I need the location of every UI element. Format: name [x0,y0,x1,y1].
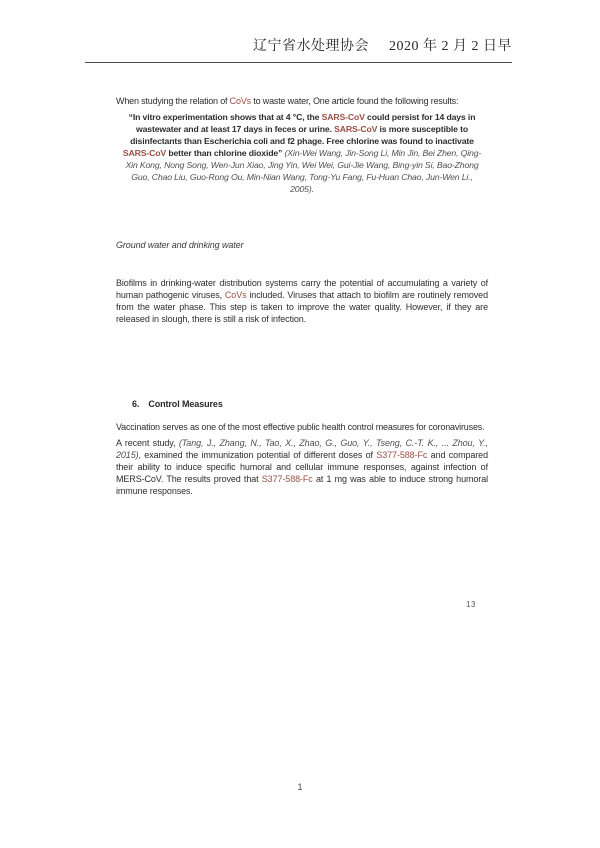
text-segment: better than chlorine dioxide” [166,148,285,158]
text-segment: is more susceptible to disinfectants than Escherichia coli and f2 phage. Free chlorine was found to inactivate [130,124,474,146]
text-segment-s377: S377-588-Fc [376,450,428,460]
text-segment: could persist for 14 days in wastewater and at least 17 days in feces or urine. [136,112,476,134]
text-segment: at 1 mg was able to induce strong humoral immune responses. [116,474,488,496]
biofilms-paragraph [116,277,488,325]
heading-number: 6. [132,399,140,409]
footer-page-number: 1 [297,782,303,792]
intro-paragraph [116,95,488,107]
header-org-text: 辽宁省水处理协会 [253,39,369,54]
quote-paragraph [116,111,488,195]
page-header [85,35,512,55]
inner-page-number: 13 [466,600,476,609]
text-segment: and compared their ability to induce specific humoral and cellular immune responses, against infection of MERS-CoV. The results proved that [116,450,488,484]
text-segment-covs: CoVs [229,96,251,106]
text-segment: included. Viruses that attach to biofilm are routinely removed from the water phase. This step is taken to improve the water quality. However, if they are released in slough, there is still a risk of infection. [116,290,488,324]
text-segment-sarscov: SARS-CoV [334,124,378,134]
text-segment-sarscov: SARS-CoV [122,148,167,158]
text-segment-covs: CoVs [224,290,247,300]
text-segment: When studying the relation of [116,96,230,106]
study-paragraph [116,437,488,497]
text-segment: Biofilms in drinking-water distribution systems carry the potential of accumulating a variety of human pathogenic viruses, [116,278,488,300]
citation-text: (Tang, J., Zhang, N., Tao, X., Zhao, G., Guo, Y., Tseng, C.-T. K., ... Zhou, Y., 2015), [116,438,489,460]
citation-text: (Xin-Wei Wang, Jin-Song Li, Min Jin, Bei Zhen, Qing-Xin Kong, Nong Song, Wen-Jun Xiao, Jing Yin, Wei Wei, Gui-Jie Wang, Bing-yin Si, Bao-Zhong Guo, Chao Liu, Guo-Rong Ou, Min-Nian Wang, Tong-Yu Fang, Fu-Huan Chao, Jun-Wen Li., 2005). [125,148,482,194]
text-segment-sarscov: SARS-CoV [321,112,365,122]
text-segment: to waste water, One article found the following results: [250,96,459,106]
text-segment: A recent study, [116,438,179,448]
header-rule [85,62,512,63]
heading-title: Control Measures [148,399,223,409]
control-measures-heading [116,398,504,410]
text-segment: examined the immunization potential of different doses of [140,450,377,460]
text-segment: “In vitro experimentation shows that at 4 °C, the [128,112,322,122]
text-segment-s377: S377-588-Fc [261,474,313,484]
groundwater-heading: Ground water and drinking water [116,240,244,250]
header-date-text: 2020 年 2 月 2 日早 [389,39,512,54]
vaccination-paragraph: Vaccination serves as one of the most effective public health control measures for coronaviruses. [116,422,485,432]
